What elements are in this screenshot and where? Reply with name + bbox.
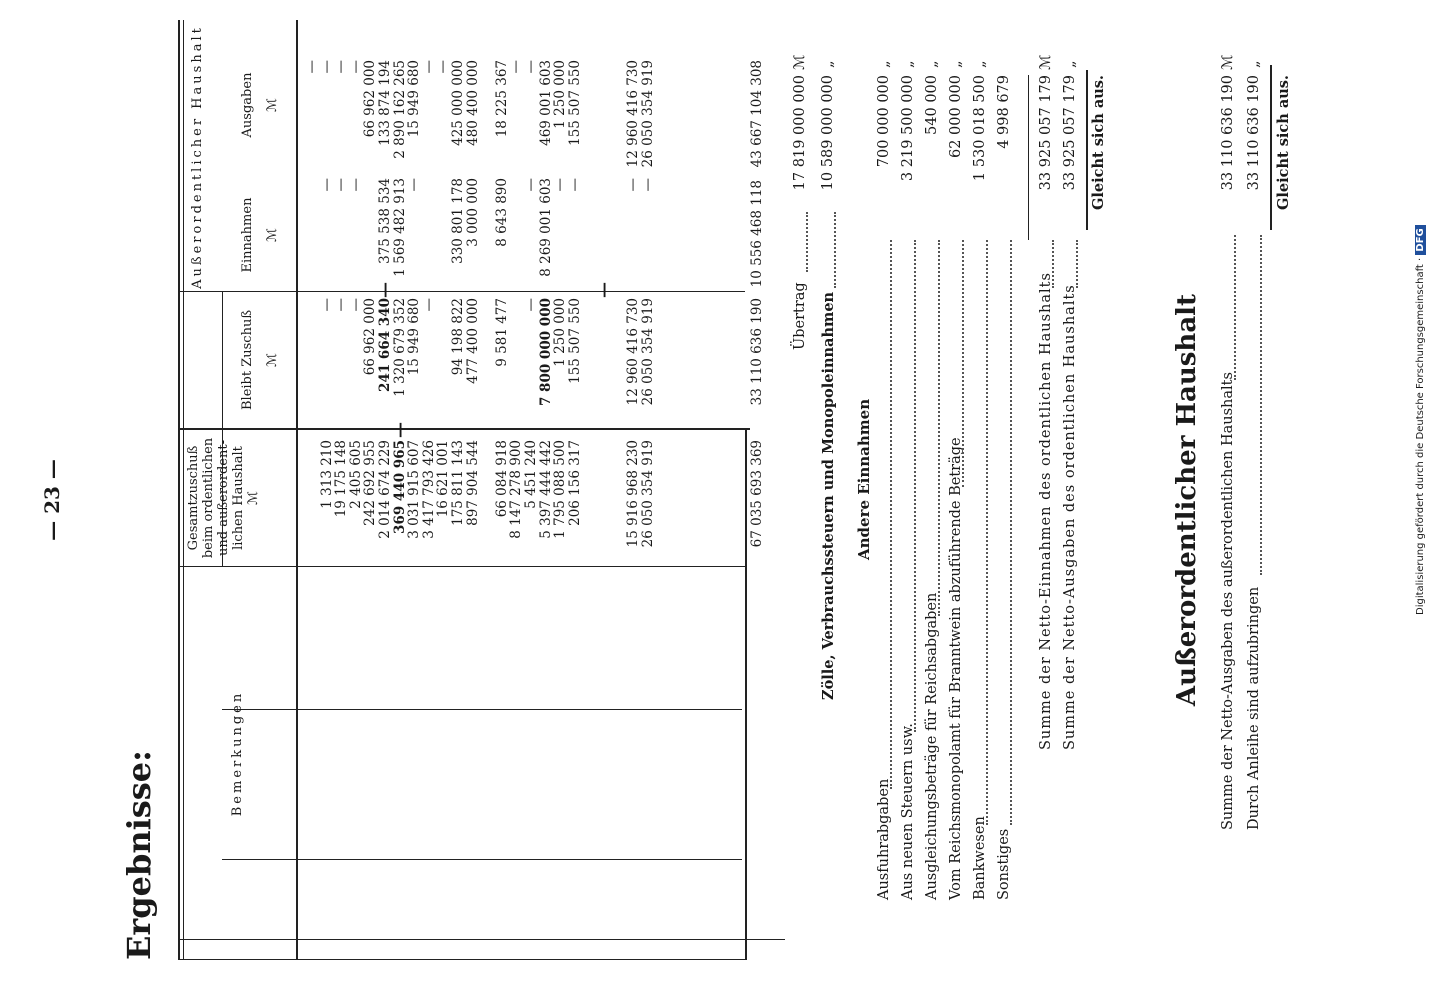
cell-ausgaben: 18 225 367 [493, 60, 510, 138]
cell-zuschuss: 155 507 550 [566, 298, 583, 384]
leader-dots [1040, 240, 1054, 288]
leader-dots [822, 212, 836, 288]
cell-gesamt: 897 904 544 [464, 440, 481, 526]
cell-zuschuss [611, 298, 626, 420]
cell-gesamt: 26 050 354 919 [639, 440, 656, 548]
cell-einnahmen: — [333, 178, 350, 192]
sum-expense-label: Summe der Netto-Ausgaben des ordentlichen Haushalts [1062, 284, 1078, 750]
cell-zuschuss: 1 250 000 [552, 298, 569, 367]
ordinary-budget [780, 0, 1110, 1000]
cell-gesamt: 16 621 001 [435, 440, 452, 518]
cell-ausgaben: — [304, 60, 320, 74]
extra-loan-value: 33 110 636 190 [1246, 75, 1262, 191]
total-gesamt: 67 035 693 369 [749, 440, 765, 548]
cell-ausgaben: 425 000 000 [449, 60, 466, 146]
col-divider [180, 959, 745, 960]
page-number: — 23 — [40, 459, 64, 541]
cell-einnahmen: 8 269 001 603 [537, 178, 554, 277]
cell-zuschuss: — [318, 298, 335, 312]
col-divider [222, 859, 742, 860]
item-value: 1 530 018 500 [972, 75, 988, 182]
cell-gesamt [597, 440, 612, 560]
item-value: 4 998 679 [996, 75, 1012, 149]
minus-sign: — [594, 282, 613, 298]
total-ausgaben: 43 667 104 308 [749, 60, 765, 168]
zoelle-label: Zölle, Verbrauchssteuern und Monopoleinnahmen [820, 291, 837, 700]
cell-ausgaben: 480 400 000 [464, 60, 481, 146]
item-value: 540 000 [924, 75, 940, 135]
cell-gesamt: 1 795 088 500 [552, 440, 569, 539]
cell-gesamt [611, 440, 626, 560]
cell-gesamt: 5 451 240 [522, 440, 539, 509]
cell-gesamt: 2 014 674 229 [376, 440, 393, 539]
cell-einnahmen: — [406, 178, 423, 192]
cell-gesamt: 206 156 317 [566, 440, 583, 526]
currency-mark: ℳ [1220, 54, 1236, 70]
cell-einnahmen [509, 178, 524, 280]
col-divider [180, 939, 785, 940]
cell-einnahmen: 3 000 000 [464, 178, 481, 247]
cell-einnahmen: — [639, 178, 656, 192]
cell-zuschuss: — [347, 298, 364, 312]
cell-gesamt: 66 084 918 [493, 440, 510, 518]
ordinary-item-row [948, 0, 970, 1000]
cell-gesamt: 15 916 968 230 [625, 440, 642, 548]
cell-zuschuss: 7 800 000 000 [537, 298, 554, 407]
extra-loan-label: Durch Anleihe sind aufzubringen [1246, 586, 1262, 830]
cell-zuschuss [436, 298, 451, 420]
cell-ausgaben: 15 949 680 [406, 60, 423, 138]
cell-ausgaben: — [435, 60, 452, 74]
leader-dots [1222, 235, 1236, 380]
col-header-bemerkungen: Bemerkungen [230, 690, 245, 817]
cell-gesamt: 3 031 915 607 [406, 440, 423, 539]
dfg-logo: DFG [1415, 225, 1426, 254]
cell-gesamt: 5 397 444 442 [537, 440, 554, 539]
item-label: Vom Reichsmonopolamt für Branntwein abzuführende Beträge [948, 437, 964, 900]
cell-ausgaben: 155 507 550 [566, 60, 583, 146]
cell-zuschuss: 477 400 000 [464, 298, 481, 384]
cell-einnahmen [305, 178, 320, 280]
cell-einnahmen: 8 643 890 [493, 178, 510, 247]
cell-ausgaben [582, 60, 597, 170]
cell-ausgaben: 469 001 603 [537, 60, 554, 146]
cell-gesamt: 369 440 965 [391, 440, 408, 534]
cell-einnahmen: — [552, 178, 569, 192]
cell-ausgaben: — [420, 60, 437, 74]
minus-sign: — [375, 282, 394, 298]
item-label: Ausfuhrabgaben [876, 778, 892, 900]
cell-zuschuss: 94 198 822 [449, 298, 466, 376]
balance-rule [1270, 65, 1272, 230]
cell-einnahmen: 1 569 482 913 [391, 178, 408, 277]
cell-zuschuss [480, 298, 495, 420]
cell-zuschuss: 9 581 477 [493, 298, 510, 367]
cell-einnahmen [597, 178, 612, 280]
section-title: Ergebnisse: [120, 750, 158, 960]
extra-sum-value: 33 110 636 190 [1220, 75, 1236, 191]
ditto-mark: „ [876, 60, 892, 68]
digitization-note: Digitalisierung gefördert durch die Deutsche Forschungsgemeinschaft · DFG [1415, 225, 1426, 615]
cell-gesamt: 8 147 278 900 [508, 440, 525, 539]
cell-einnahmen [422, 178, 437, 280]
cell-ausgaben: 1 250 000 [552, 60, 569, 129]
column-zuschuss [305, 298, 655, 420]
ditto-mark: „ [924, 60, 940, 68]
col-divider [222, 709, 742, 710]
cell-zuschuss [582, 298, 597, 420]
cell-einnahmen: 330 801 178 [449, 178, 466, 264]
table-bottom-rule [745, 430, 747, 960]
cell-ausgaben [597, 60, 612, 170]
leader-dots [998, 240, 1012, 825]
col-divider [180, 428, 750, 430]
column-gesamt [305, 440, 655, 560]
leader-dots [878, 240, 892, 789]
sum-rule [1028, 75, 1029, 240]
cell-gesamt: 2 405 605 [347, 440, 364, 509]
ditto-mark: „ [948, 60, 964, 68]
ditto-mark: „ [900, 60, 916, 68]
cell-ausgaben [480, 60, 495, 170]
cell-zuschuss [305, 298, 320, 420]
leader-dots [974, 240, 988, 825]
column-einnahmen [305, 178, 655, 280]
currency-mark: ℳ [792, 54, 808, 70]
total-einnahmen: 10 556 468 118 [749, 180, 765, 288]
cell-einnahmen: — [625, 178, 642, 192]
cell-einnahmen: — [318, 178, 335, 192]
uebertrag-value: 17 819 000 000 [792, 75, 808, 191]
ditto-mark: „ [972, 60, 988, 68]
leader-dots [794, 212, 808, 272]
andere-title: Andere Einnahmen [855, 398, 873, 560]
header-group-label: Außerordentlicher Haushalt [190, 25, 205, 289]
extraordinary-balanced: Gleicht sich aus. [1275, 75, 1292, 210]
ordinary-item-row [876, 0, 898, 1000]
item-label: Aus neuen Steuern usw. [900, 723, 916, 900]
cell-zuschuss: — [333, 298, 350, 312]
cell-einnahmen: — [347, 178, 364, 192]
item-value: 3 219 500 000 [900, 75, 916, 182]
cell-zuschuss [509, 298, 524, 420]
zoelle-value: 10 589 000 000 [820, 75, 836, 191]
sum-income-value: 33 925 057 179 [1038, 75, 1054, 191]
uebertrag-label: Übertrag [792, 282, 808, 350]
cell-zuschuss: — [522, 298, 539, 312]
ditto-mark: „ [820, 60, 836, 68]
ordinary-item-row [996, 0, 1018, 1000]
cell-zuschuss: 241 664 340 [376, 298, 393, 392]
cell-ausgaben: 2 890 162 265 [391, 60, 408, 159]
column-ausgaben [305, 60, 655, 170]
cell-zuschuss [597, 298, 612, 420]
ordinary-items [876, 0, 1026, 1000]
cell-gesamt: 242 692 955 [362, 440, 379, 526]
cell-gesamt: 3 417 793 426 [420, 440, 437, 539]
balance-rule [1086, 70, 1088, 230]
cell-einnahmen: — [522, 178, 539, 192]
cell-einnahmen [480, 178, 495, 280]
cell-ausgaben: — [522, 60, 539, 74]
cell-einnahmen [436, 178, 451, 280]
minus-sign: — [390, 422, 409, 438]
cell-einnahmen: 375 538 534 [376, 178, 393, 264]
cell-zuschuss: 15 949 680 [406, 298, 423, 376]
cell-einnahmen [582, 178, 597, 280]
cell-zuschuss: 12 960 416 730 [625, 298, 642, 406]
currency-mark: ℳ [1038, 54, 1054, 70]
extraordinary-title: Außerordentlicher Haushalt [1172, 293, 1202, 707]
cell-zuschuss: 26 050 354 919 [639, 298, 656, 406]
ordinary-item-row [900, 0, 922, 1000]
cell-ausgaben: — [333, 60, 350, 74]
col-header-zuschuss: Bleibt Zuschuß ℳ [240, 309, 280, 411]
total-zuschuss: 33 110 636 190 [749, 298, 765, 406]
cell-ausgaben: — [318, 60, 335, 74]
col-header-ausgaben: Ausgaben ℳ [240, 72, 280, 138]
item-value: 700 000 000 [876, 75, 892, 168]
cell-ausgaben: 66 962 000 [362, 60, 379, 138]
leader-dots [1248, 235, 1262, 575]
cell-ausgaben: 26 050 354 919 [639, 60, 656, 168]
ordinary-balanced: Gleicht sich aus. [1090, 75, 1107, 210]
cell-zuschuss: 1 320 679 352 [391, 298, 408, 397]
col-header-einnahmen: Einnahmen ℳ [240, 197, 280, 273]
cell-zuschuss: 66 962 000 [362, 298, 379, 376]
ditto-mark: „ [1062, 60, 1078, 68]
item-label: Ausgleichungsbeträge für Reichsabgaben [924, 592, 940, 900]
ordinary-item-row [924, 0, 946, 1000]
cell-ausgaben: 12 960 416 730 [625, 60, 642, 168]
table-top-rule-thin [183, 20, 184, 960]
cell-gesamt [480, 440, 495, 560]
cell-ausgaben [611, 60, 626, 170]
cell-zuschuss: — [420, 298, 437, 312]
leader-dots [1064, 240, 1078, 288]
item-value: 62 000 000 [948, 75, 964, 159]
leader-dots [950, 240, 964, 487]
item-label: Sonstiges [996, 828, 1012, 900]
col-divider [180, 566, 745, 567]
col-header-gesamt: Gesamtzuschuß beim ordentlichen und außerordent- lichen Haushalt ℳ [186, 437, 261, 559]
table-top-rule [178, 20, 180, 960]
extraordinary-budget [1160, 0, 1300, 1000]
ditto-mark: „ [1246, 60, 1262, 68]
leader-dots [926, 240, 940, 616]
cell-gesamt [582, 440, 597, 560]
extra-sum-label: Summe der Netto-Ausgaben des außerordentlichen Haushalts [1220, 372, 1236, 830]
sum-expense-value: 33 925 057 179 [1062, 75, 1078, 191]
cell-einnahmen: — [566, 178, 583, 192]
sum-income-label: Summe der Netto-Einnahmen des ordentlichen Haushalts [1038, 272, 1054, 750]
ordinary-item-row [972, 0, 994, 1000]
cell-ausgaben: 133 874 194 [376, 60, 393, 146]
cell-einnahmen [363, 178, 378, 280]
cell-einnahmen [611, 178, 626, 280]
item-label: Bankwesen [972, 816, 988, 900]
cell-gesamt [305, 440, 320, 560]
cell-gesamt: 175 811 143 [449, 440, 466, 526]
leader-dots [902, 240, 916, 732]
cell-ausgaben: — [508, 60, 525, 74]
cell-ausgaben: — [347, 60, 364, 74]
table-header-rule [296, 20, 298, 960]
cell-gesamt: 19 175 148 [333, 440, 350, 518]
cell-gesamt: 1 313 210 [318, 440, 335, 509]
